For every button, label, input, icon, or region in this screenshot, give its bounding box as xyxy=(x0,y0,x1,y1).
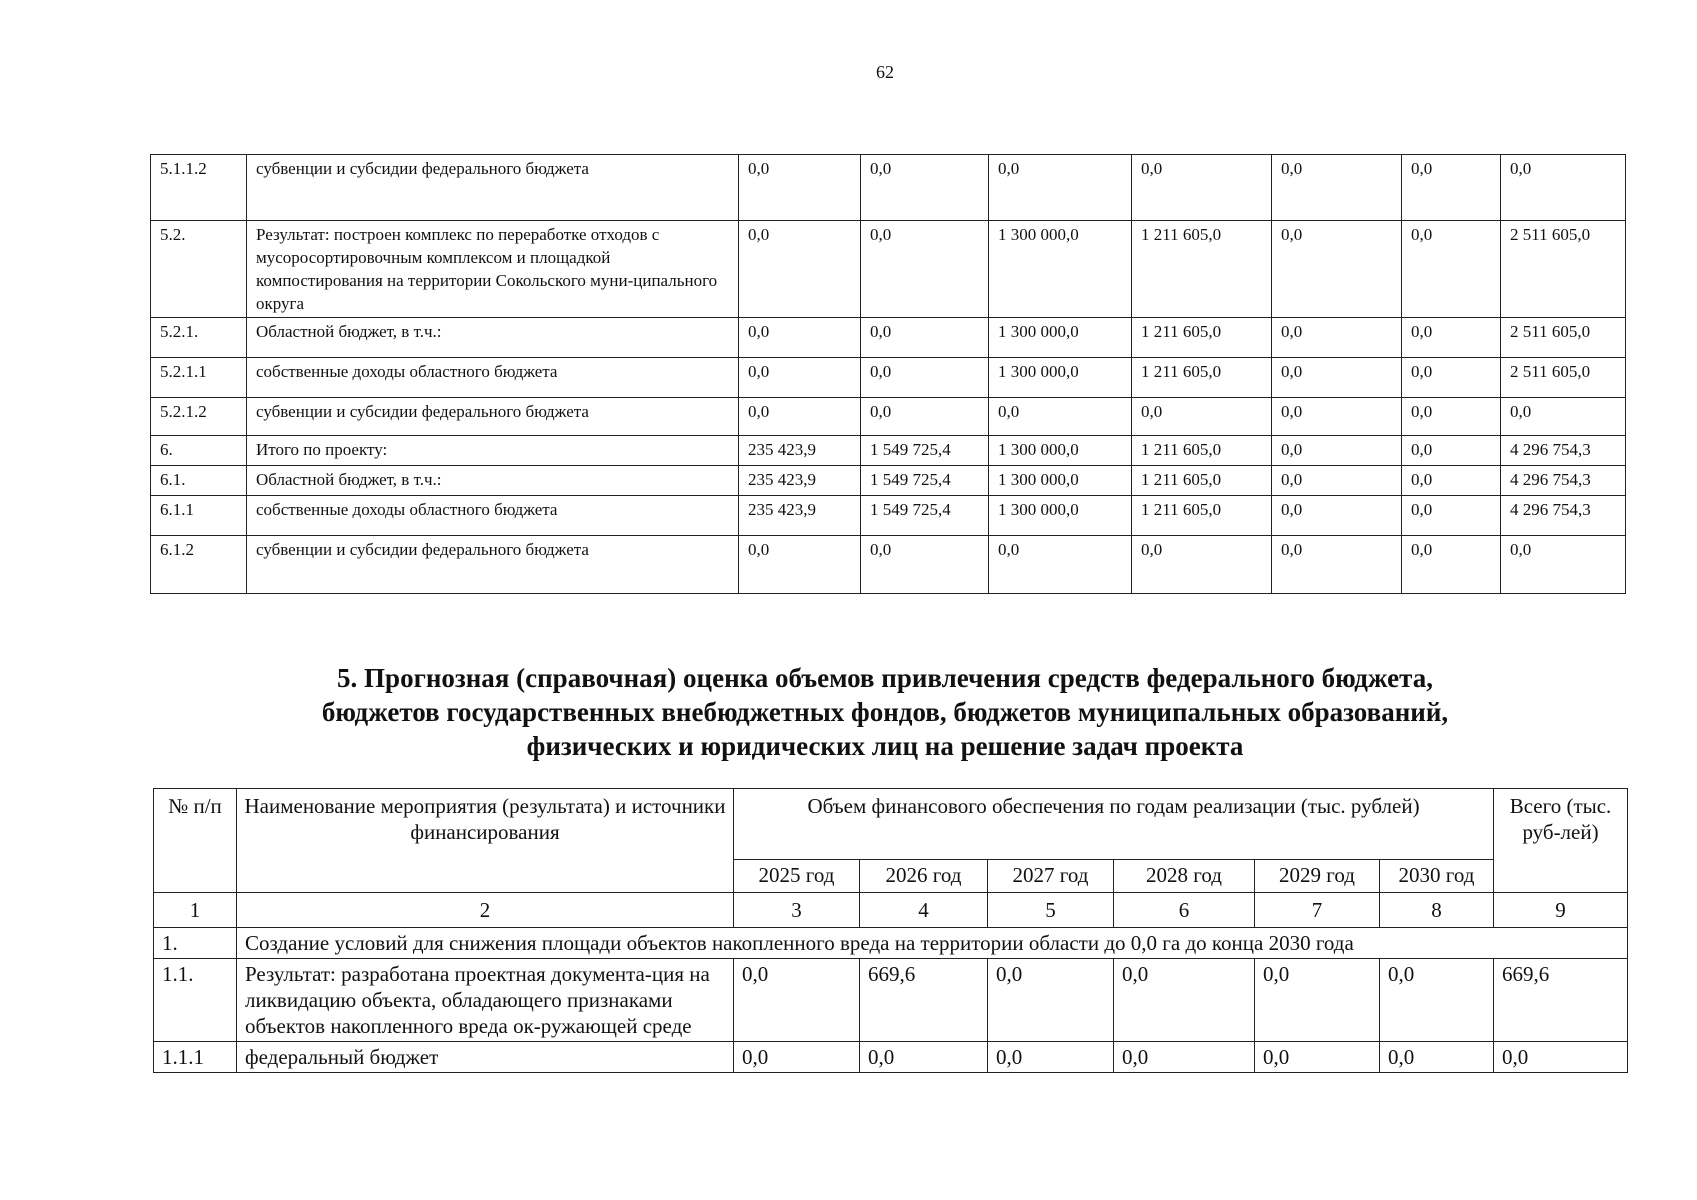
row-number: 5.2.1.1 xyxy=(151,358,247,398)
value-cell: 0,0 xyxy=(1272,155,1402,221)
value-cell: 0,0 xyxy=(1272,221,1402,318)
forecast-table xyxy=(153,788,1628,1073)
year-header: 2029 год xyxy=(1255,860,1380,893)
row-number: 6. xyxy=(151,436,247,466)
value-cell: 1 300 000,0 xyxy=(989,358,1132,398)
row-number: 5.1.1.2 xyxy=(151,155,247,221)
value-cell: 235 423,9 xyxy=(739,496,861,536)
value-cell: 0,0 xyxy=(1114,959,1255,1042)
header-volume: Объем финансового обеспечения по годам реализации (тыс. рублей) xyxy=(734,789,1494,860)
value-cell: 1 549 725,4 xyxy=(861,436,989,466)
row-name: субвенции и субсидии федерального бюджета xyxy=(247,536,739,594)
value-cell: 0,0 xyxy=(988,959,1114,1042)
page-number: 62 xyxy=(876,62,894,82)
column-index: 8 xyxy=(1380,893,1494,928)
row-number: 1.1. xyxy=(154,959,237,1042)
value-cell: 0,0 xyxy=(861,318,989,358)
table-row xyxy=(151,536,1626,594)
top-table-body xyxy=(151,155,1626,594)
value-cell: 0,0 xyxy=(739,398,861,436)
value-cell: 0,0 xyxy=(1132,398,1272,436)
value-cell: 0,0 xyxy=(1402,398,1501,436)
value-cell: 0,0 xyxy=(739,536,861,594)
forecast-table-body xyxy=(154,893,1628,1073)
row-name: федеральный бюджет xyxy=(237,1042,734,1073)
value-cell: 0,0 xyxy=(861,221,989,318)
section-title-line-1: 5. Прогнозная (справочная) оценка объемов привлечения средств федерального бюджета, xyxy=(337,663,1433,693)
row-name: Итого по проекту: xyxy=(247,436,739,466)
value-cell: 0,0 xyxy=(1272,436,1402,466)
value-cell: 0,0 xyxy=(739,155,861,221)
value-cell: 0,0 xyxy=(1402,436,1501,466)
row-number: 6.1. xyxy=(151,466,247,496)
value-cell: 0,0 xyxy=(1501,155,1626,221)
year-header: 2027 год xyxy=(988,860,1114,893)
row-name: субвенции и субсидии федерального бюджета xyxy=(247,398,739,436)
column-index: 2 xyxy=(237,893,734,928)
row-name: Областной бюджет, в т.ч.: xyxy=(247,466,739,496)
header-row xyxy=(154,789,1628,860)
value-cell: 0,0 xyxy=(1272,536,1402,594)
value-cell: 0,0 xyxy=(861,536,989,594)
value-cell: 1 300 000,0 xyxy=(989,318,1132,358)
row-number: 5.2.1. xyxy=(151,318,247,358)
table-row xyxy=(151,318,1626,358)
value-cell: 0,0 xyxy=(739,221,861,318)
year-header: 2028 год xyxy=(1114,860,1255,893)
value-cell: 0,0 xyxy=(861,155,989,221)
value-cell: 0,0 xyxy=(739,318,861,358)
column-index: 4 xyxy=(860,893,988,928)
row-number: 5.2. xyxy=(151,221,247,318)
table-row xyxy=(151,466,1626,496)
column-index: 9 xyxy=(1494,893,1628,928)
value-cell: 0,0 xyxy=(1402,496,1501,536)
header-num: № п/п xyxy=(154,789,237,893)
value-cell: 0,0 xyxy=(989,398,1132,436)
year-header: 2030 год xyxy=(1380,860,1494,893)
row-name: Областной бюджет, в т.ч.: xyxy=(247,318,739,358)
row-number: 1.1.1 xyxy=(154,1042,237,1073)
value-cell: 0,0 xyxy=(989,536,1132,594)
value-cell: 2 511 605,0 xyxy=(1501,221,1626,318)
value-cell: 0,0 xyxy=(1272,398,1402,436)
task-num: 1. xyxy=(154,928,237,959)
value-cell: 0,0 xyxy=(1402,536,1501,594)
value-cell: 2 511 605,0 xyxy=(1501,318,1626,358)
value-cell: 0,0 xyxy=(1380,959,1494,1042)
table-row xyxy=(151,496,1626,536)
section-title-line-2: бюджетов государственных внебюджетных фондов, бюджетов муниципальных образований, xyxy=(321,697,1449,727)
value-cell: 0,0 xyxy=(1114,1042,1255,1073)
value-cell: 0,0 xyxy=(1132,155,1272,221)
column-index: 6 xyxy=(1114,893,1255,928)
year-header: 2026 год xyxy=(860,860,988,893)
value-cell: 235 423,9 xyxy=(739,436,861,466)
value-cell: 0,0 xyxy=(739,358,861,398)
row-name: собственные доходы областного бюджета xyxy=(247,358,739,398)
value-cell: 1 211 605,0 xyxy=(1132,466,1272,496)
year-header: 2025 год xyxy=(734,860,860,893)
table-row xyxy=(151,358,1626,398)
table-row xyxy=(151,155,1626,221)
value-cell: 0,0 xyxy=(988,1042,1114,1073)
value-cell: 1 211 605,0 xyxy=(1132,318,1272,358)
value-cell: 0,0 xyxy=(1494,1042,1628,1073)
value-cell: 0,0 xyxy=(989,155,1132,221)
column-index: 7 xyxy=(1255,893,1380,928)
column-index: 3 xyxy=(734,893,860,928)
header-total: Всего (тыс. руб-лей) xyxy=(1494,789,1628,893)
row-number: 6.1.1 xyxy=(151,496,247,536)
value-cell: 1 211 605,0 xyxy=(1132,358,1272,398)
value-cell: 669,6 xyxy=(1494,959,1628,1042)
value-cell: 1 300 000,0 xyxy=(989,496,1132,536)
value-cell: 1 300 000,0 xyxy=(989,436,1132,466)
value-cell: 0,0 xyxy=(861,398,989,436)
value-cell: 4 296 754,3 xyxy=(1501,496,1626,536)
value-cell: 0,0 xyxy=(1255,959,1380,1042)
column-index: 5 xyxy=(988,893,1114,928)
value-cell: 0,0 xyxy=(1272,466,1402,496)
value-cell: 2 511 605,0 xyxy=(1501,358,1626,398)
value-cell: 0,0 xyxy=(1132,536,1272,594)
row-name: Результат: построен комплекс по переработке отходов с мусоросортировочным комплексом и площадкой компостирования на территории Сокольского муни-ципального округа xyxy=(247,221,739,318)
value-cell: 0,0 xyxy=(1380,1042,1494,1073)
value-cell: 1 211 605,0 xyxy=(1132,221,1272,318)
header-name: Наименование мероприятия (результата) и источники финансирования xyxy=(237,789,734,893)
task-text: Создание условий для снижения площади объектов накопленного вреда на территории области до 0,0 га до конца 2030 года xyxy=(237,928,1628,959)
value-cell: 0,0 xyxy=(734,1042,860,1073)
row-number: 5.2.1.2 xyxy=(151,398,247,436)
top-budget-table xyxy=(150,154,1626,594)
value-cell: 4 296 754,3 xyxy=(1501,466,1626,496)
column-index: 1 xyxy=(154,893,237,928)
value-cell: 4 296 754,3 xyxy=(1501,436,1626,466)
section-title-line-3: физических и юридических лиц на решение задач проекта xyxy=(526,731,1244,761)
table-row xyxy=(151,221,1626,318)
table-row xyxy=(154,1042,1628,1073)
table-row xyxy=(151,436,1626,466)
table-row xyxy=(151,398,1626,436)
value-cell: 0,0 xyxy=(1272,496,1402,536)
value-cell: 669,6 xyxy=(860,959,988,1042)
value-cell: 0,0 xyxy=(1402,318,1501,358)
value-cell: 0,0 xyxy=(1255,1042,1380,1073)
value-cell: 0,0 xyxy=(1501,536,1626,594)
value-cell: 235 423,9 xyxy=(739,466,861,496)
row-number: 6.1.2 xyxy=(151,536,247,594)
row-name: субвенции и субсидии федерального бюджета xyxy=(247,155,739,221)
value-cell: 0,0 xyxy=(1402,358,1501,398)
value-cell: 0,0 xyxy=(860,1042,988,1073)
value-cell: 0,0 xyxy=(1402,221,1501,318)
row-name: собственные доходы областного бюджета xyxy=(247,496,739,536)
value-cell: 0,0 xyxy=(1272,318,1402,358)
value-cell: 1 549 725,4 xyxy=(861,496,989,536)
value-cell: 1 549 725,4 xyxy=(861,466,989,496)
value-cell: 1 300 000,0 xyxy=(989,466,1132,496)
value-cell: 0,0 xyxy=(1402,466,1501,496)
table-row xyxy=(154,959,1628,1042)
value-cell: 1 211 605,0 xyxy=(1132,496,1272,536)
task-row xyxy=(154,928,1628,959)
value-cell: 0,0 xyxy=(1272,358,1402,398)
value-cell: 0,0 xyxy=(734,959,860,1042)
value-cell: 1 300 000,0 xyxy=(989,221,1132,318)
value-cell: 0,0 xyxy=(861,358,989,398)
section-heading xyxy=(250,661,1520,763)
row-name: Результат: разработана проектная документа-ция на ликвидацию объекта, обладающего признаками объектов накопленного вреда ок-ружающей среде xyxy=(237,959,734,1042)
column-index-row xyxy=(154,893,1628,928)
value-cell: 0,0 xyxy=(1402,155,1501,221)
value-cell: 1 211 605,0 xyxy=(1132,436,1272,466)
value-cell: 0,0 xyxy=(1501,398,1626,436)
